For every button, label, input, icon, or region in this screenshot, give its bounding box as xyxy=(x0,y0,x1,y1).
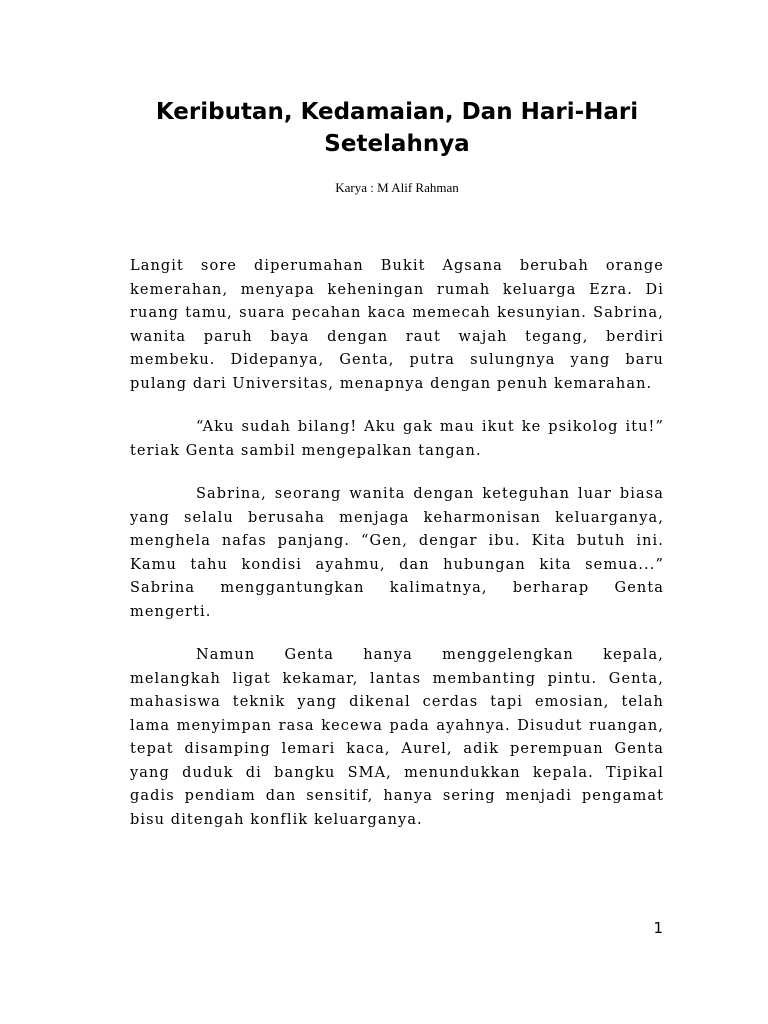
paragraph: Sabrina, seorang wanita dengan keteguhan luar biasa yang selalu berusaha menjaga keharmonisan keluarganya, menghela nafas panjang. “Gen, dengar ibu. Kita butuh ini. Kamu tahu kondisi ayahmu, dan hubungan kita semua...” Sabrina menggantungkan kalimatnya, berharap Genta mengerti. xyxy=(130,486,664,620)
author-byline: Karya : M Alif Rahman xyxy=(335,180,459,195)
paragraph: Langit sore diperumahan Bukit Agsana berubah orange kemerahan, menyapa keheningan rumah keluarga Ezra. Di ruang tamu, suara pecahan kaca memecah kesunyian. Sabrina, wanita paruh baya dengan raut wajah tegang, berdiri membeku. Didepanya, Genta, putra sulungnya yang baru pulang dari Universitas, menapnya dengan penuh kemarahan. xyxy=(130,258,664,392)
page-number: 1 xyxy=(653,919,663,937)
paragraph: “Aku sudah bilang! Aku gak mau ikut ke psikolog itu!” teriak Genta sambil mengepalkan tangan. xyxy=(130,419,664,459)
document-title: Keributan, Kedamaian, Dan Hari-Hari Setelahnya xyxy=(155,99,639,157)
paragraph: Namun Genta hanya menggelengkan kepala, melangkah ligat kekamar, lantas membanting pintu. Genta, mahasiswa teknik yang dikenal cerdas tapi emosian, telah lama menyimpan rasa kecewa pada ayahnya. Disudut ruangan, tepat disamping lemari kaca, Aurel, adik perempuan Genta yang duduk di bangku SMA, menundukkan kepala. Tipikal gadis pendiam dan sensitif, hanya sering menjadi pengamat bisu ditengah konflik keluarganya. xyxy=(130,647,664,828)
body-text xyxy=(130,255,664,852)
